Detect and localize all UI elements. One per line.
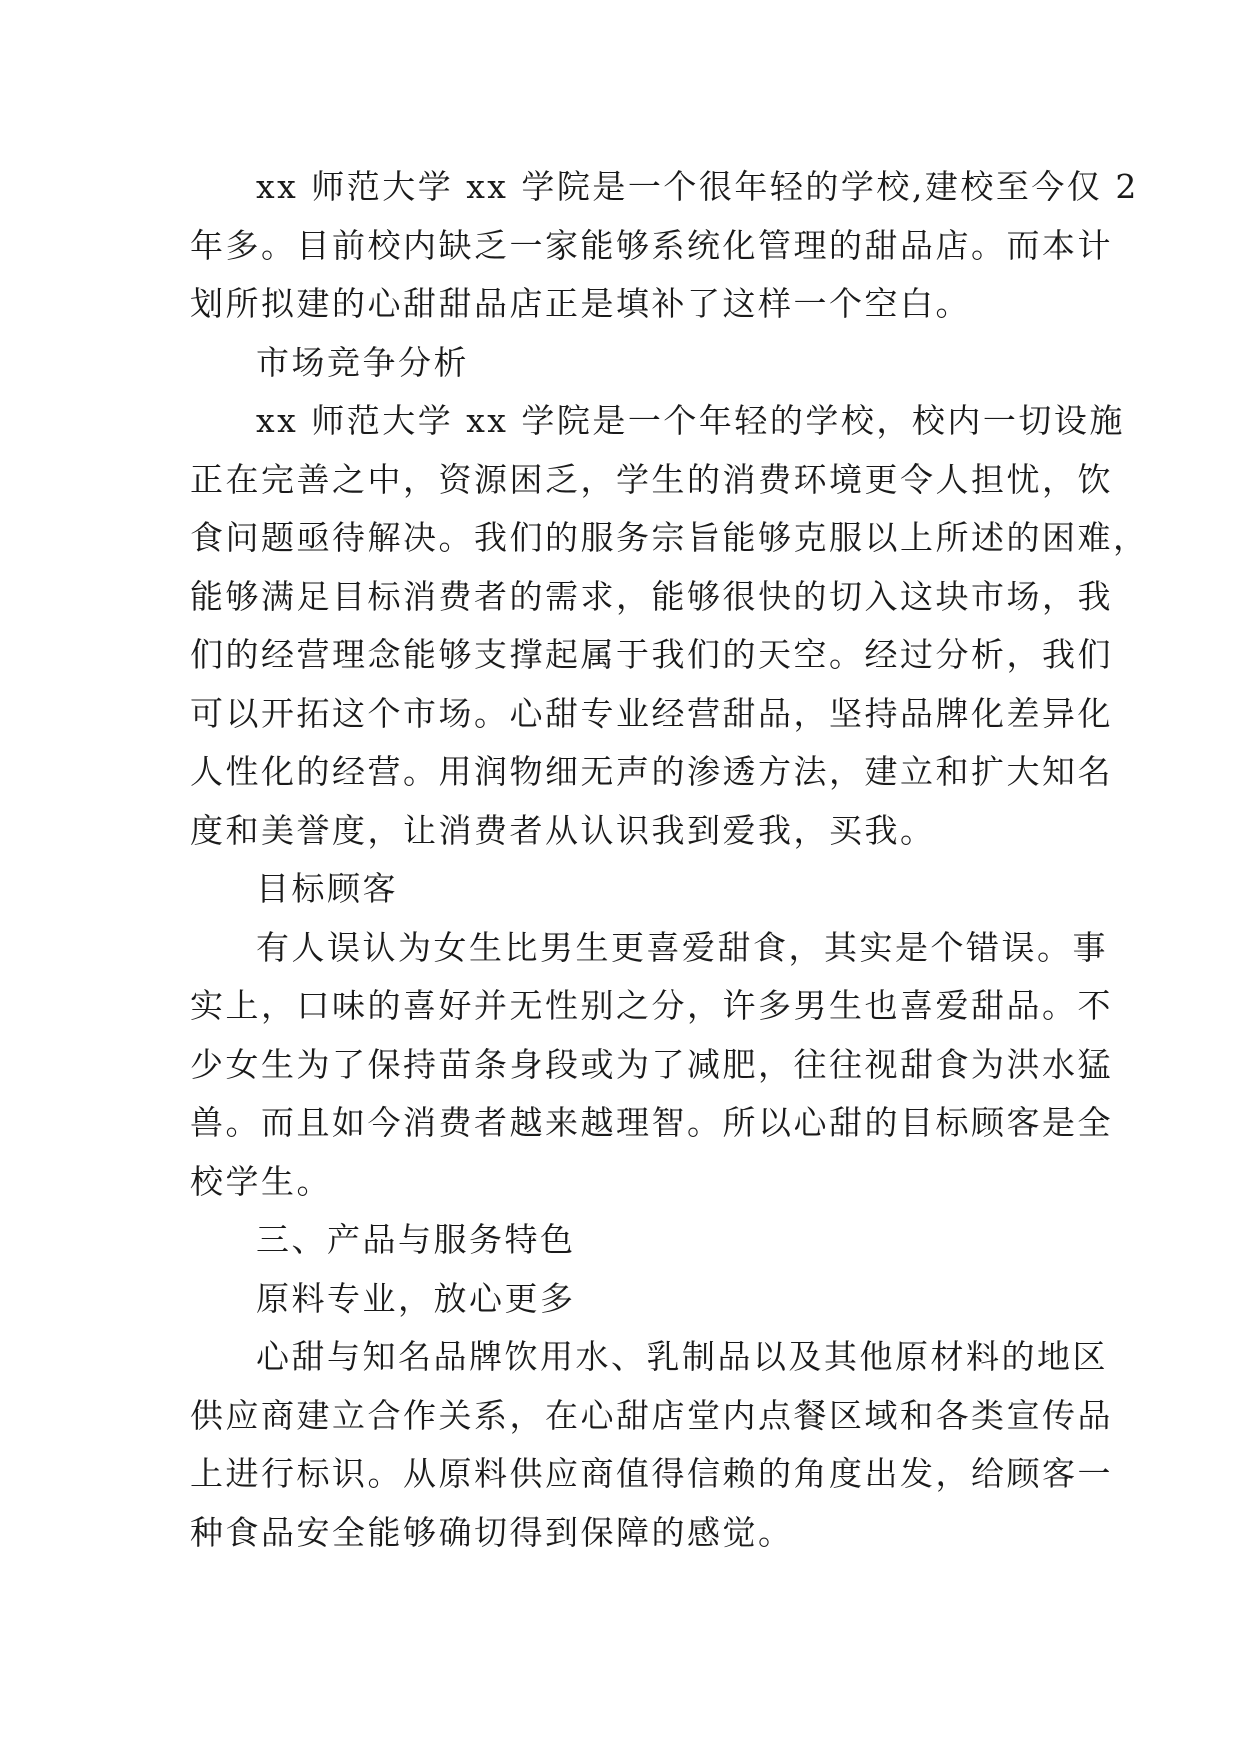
paragraph-line: 正在完善之中，资源困乏，学生的消费环境更令人担忧，饮 <box>190 459 1113 499</box>
paragraph-line: 划所拟建的心甜甜品店正是填补了这样一个空白。 <box>190 284 971 323</box>
paragraph-line: 兽。而且如今消费者越来越理智。所以心甜的目标顾客是全 <box>190 1103 1113 1142</box>
paragraph-line: 实上，口味的喜好并无性别之分，许多男生也喜爱甜品。不 <box>190 986 1113 1025</box>
paragraph-line: 能够满足目标消费者的需求，能够很快的切入这块市场，我 <box>190 576 1113 616</box>
paragraph-line: 度和美誉度，让消费者从认识我到爱我，买我。 <box>190 810 936 850</box>
paragraph-line: 心甜与知名品牌饮用水、乳制品以及其他原材料的地区 <box>256 1337 1108 1376</box>
paragraph-line: xx 师范大学 xx 学院是一个年轻的学校，校内一切设施 <box>256 401 1125 440</box>
paragraph-line: 可以开拓这个市场。心甜专业经营甜品，坚持品牌化差异化 <box>190 693 1113 733</box>
paragraph-line: 种食品安全能够确切得到保障的感觉。 <box>190 1512 794 1552</box>
paragraph-line: 食问题亟待解决。我们的服务宗旨能够克服以上所述的困难， <box>190 518 1149 557</box>
paragraph-line: 有人误认为女生比男生更喜爱甜食，其实是个错误。事 <box>256 927 1108 967</box>
section-heading: 市场竞争分析 <box>256 342 469 382</box>
paragraph-line: 供应商建立合作关系，在心甜店堂内点餐区域和各类宣传品 <box>190 1395 1113 1435</box>
document-page <box>190 158 1149 1562</box>
section-heading: 目标顾客 <box>256 869 398 908</box>
section-heading: 三、产品与服务特色 <box>256 1220 576 1259</box>
paragraph-line: 们的经营理念能够支撑起属于我们的天空。经过分析，我们 <box>190 635 1113 674</box>
paragraph-line: 上进行标识。从原料供应商值得信赖的角度出发，给顾客一 <box>190 1454 1113 1493</box>
paragraph-line: 校学生。 <box>190 1161 332 1201</box>
paragraph-line: 年多。目前校内缺乏一家能够系统化管理的甜品店。而本计 <box>190 225 1113 265</box>
paragraph-line: xx 师范大学 xx 学院是一个很年轻的学校,建校至今仅 2 <box>256 167 1139 206</box>
subsection-heading: 原料专业，放心更多 <box>256 1278 576 1318</box>
paragraph-line: 人性化的经营。用润物细无声的渗透方法，建立和扩大知名 <box>190 752 1113 791</box>
paragraph-line: 少女生为了保持苗条身段或为了减肥，往往视甜食为洪水猛 <box>190 1044 1113 1084</box>
